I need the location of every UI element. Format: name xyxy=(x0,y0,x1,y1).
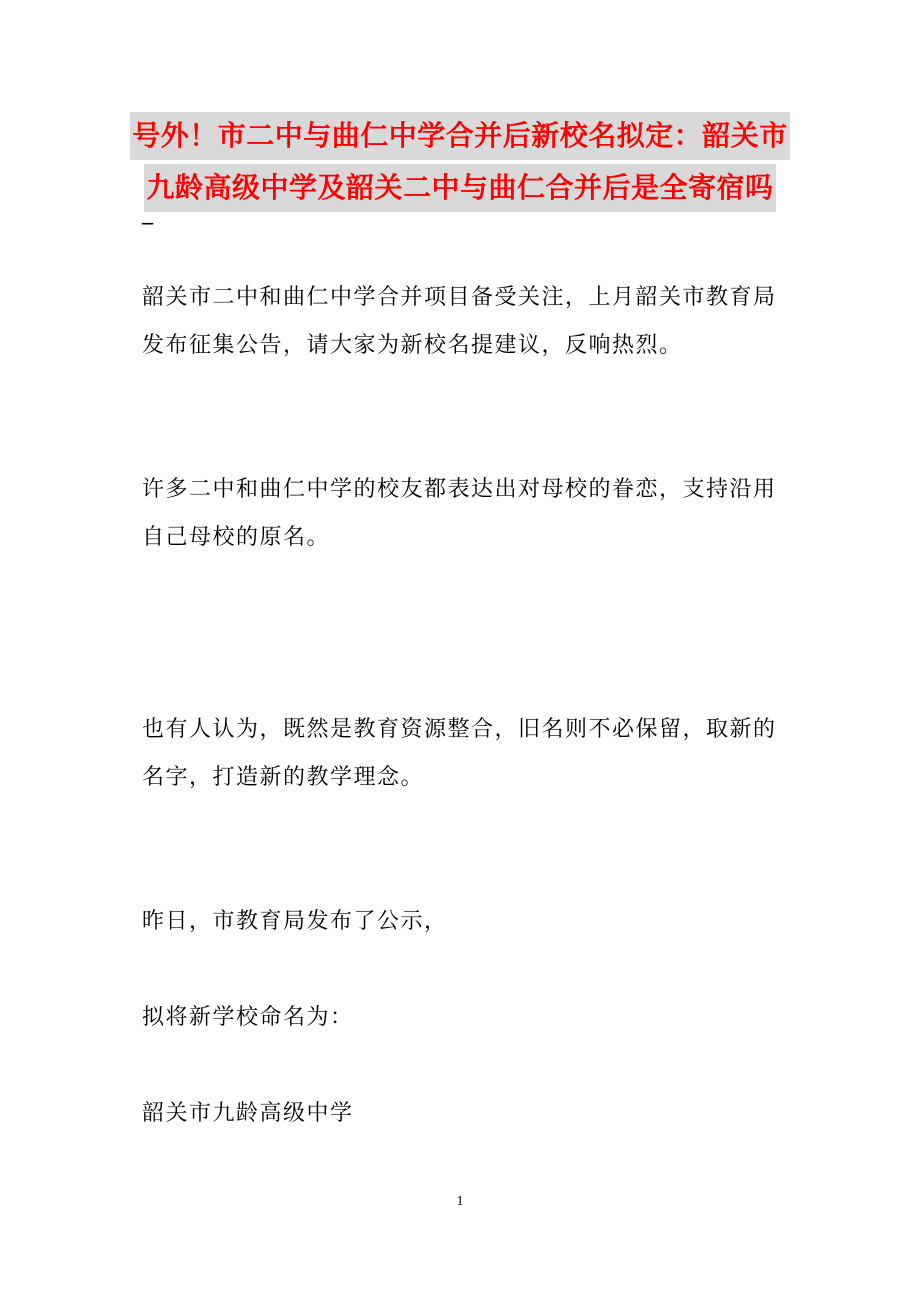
underscore-marker: _ xyxy=(142,200,153,225)
title-line-2: 九龄高级中学及韶关二中与曲仁合并后是全寄宿吗 xyxy=(144,164,775,212)
paragraph-4: 昨日，市教育局发布了公示， xyxy=(142,909,448,934)
paragraph-3: 也有人认为，既然是教育资源整合，旧名则不必保留，取新的名字，打造新的教学理念。 xyxy=(142,717,777,790)
article-title xyxy=(130,112,790,216)
paragraph-1: 韶关市二中和曲仁中学合并项目备受关注，上月韶关市教育局发布征集公告，请大家为新校名提建议，反响热烈。 xyxy=(142,285,777,358)
title-line-1: 号外！市二中与曲仁中学合并后新校名拟定：韶关市 xyxy=(130,112,790,160)
paragraph-2: 许多二中和曲仁中学的校友都表达出对母校的眷恋，支持沿用自己母校的原名。 xyxy=(142,477,777,550)
page-number: 1 xyxy=(456,1194,464,1209)
paragraph-6: 韶关市九龄高级中学 xyxy=(142,1101,354,1126)
paragraph-5: 拟将新学校命名为： xyxy=(142,1005,354,1030)
